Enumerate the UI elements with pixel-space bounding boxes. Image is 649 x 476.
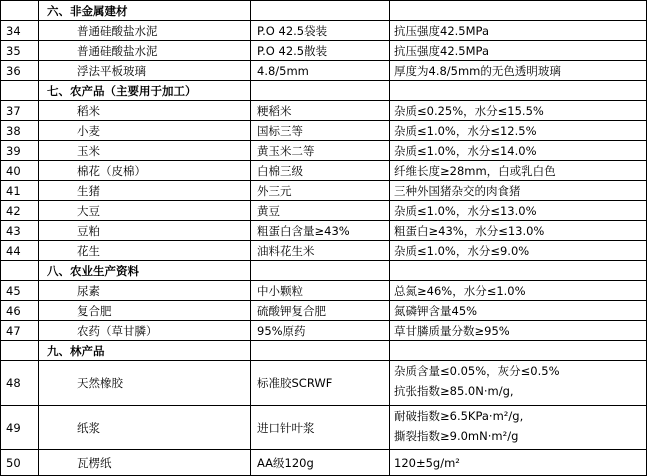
quality-standard-line: 撕裂指数≥9.0mN·m²/g <box>394 429 519 443</box>
quality-standard <box>390 161 647 181</box>
row-number: 40 <box>1 161 39 181</box>
row-number: 47 <box>1 321 39 341</box>
quality-standard-line: 抗张指数≥85.0N·m/g, <box>394 384 514 398</box>
table-row <box>1 301 647 321</box>
quality-standard <box>390 41 647 61</box>
product-spec: 国标三等 <box>251 121 390 141</box>
product-spec: P.O 42.5袋装 <box>251 21 390 41</box>
quality-standard-line: 抗压强度42.5MPa <box>394 23 489 38</box>
product-spec: 外三元 <box>251 181 390 201</box>
row-number-cell <box>1 261 39 281</box>
row-number: 46 <box>1 301 39 321</box>
product-spec: 粗蛋白含量≥43% <box>251 221 390 241</box>
table-row <box>1 21 647 41</box>
row-number: 43 <box>1 221 39 241</box>
category-row <box>1 261 647 281</box>
category-heading: 六、非金属建材 <box>39 1 251 21</box>
row-number: 41 <box>1 181 39 201</box>
spec-cell <box>251 261 390 281</box>
product-name: 瓦楞纸 <box>39 450 251 476</box>
quality-standard <box>390 450 647 476</box>
quality-standard <box>390 221 647 241</box>
spec-cell <box>251 81 390 101</box>
row-number: 44 <box>1 241 39 261</box>
quality-standard <box>390 361 647 406</box>
product-spec: 95%原药 <box>251 321 390 341</box>
product-name: 生猪 <box>39 181 251 201</box>
product-spec: 4.8/5mm <box>251 61 390 81</box>
product-name: 玉米 <box>39 141 251 161</box>
standard-cell <box>390 341 647 361</box>
row-number: 50 <box>1 450 39 476</box>
table-row <box>1 101 647 121</box>
table-row <box>1 61 647 81</box>
standard-cell <box>390 81 647 101</box>
table-row <box>1 361 647 406</box>
category-row <box>1 81 647 101</box>
product-name: 普通硅酸盐水泥 <box>39 21 251 41</box>
product-spec: AA级120g <box>251 450 390 476</box>
row-number-cell <box>1 1 39 21</box>
quality-standard-line: 粗蛋白≥43%，水分≤13.0% <box>394 223 545 238</box>
quality-standard-line: 三种外国猪杂交的肉食猪 <box>394 183 521 198</box>
table-row <box>1 201 647 221</box>
quality-standard-line: 杂质≤1.0%，水分≤12.5% <box>394 123 537 138</box>
category-heading: 八、农业生产资料 <box>39 261 251 281</box>
quality-standard-line: 120±5g/m² <box>394 455 460 470</box>
product-spec: 黄豆 <box>251 201 390 221</box>
spec-cell <box>251 1 390 21</box>
table-row <box>1 181 647 201</box>
quality-standard-line: 杂质≤0.25%，水分≤15.5% <box>394 103 544 118</box>
product-spec: 黄玉米二等 <box>251 141 390 161</box>
quality-standard-line: 总氮≥46%，水分≤1.0% <box>394 283 526 298</box>
category-heading: 九、林产品 <box>39 341 251 361</box>
quality-standard <box>390 61 647 81</box>
row-number: 42 <box>1 201 39 221</box>
product-name: 稻米 <box>39 101 251 121</box>
table-row <box>1 221 647 241</box>
row-number: 37 <box>1 101 39 121</box>
row-number: 49 <box>1 406 39 450</box>
product-name: 豆粕 <box>39 221 251 241</box>
product-spec: P.O 42.5散装 <box>251 41 390 61</box>
quality-standard <box>390 321 647 341</box>
product-name: 花生 <box>39 241 251 261</box>
quality-standard <box>390 241 647 261</box>
product-name: 尿素 <box>39 281 251 301</box>
product-name: 浮法平板玻璃 <box>39 61 251 81</box>
product-name: 棉花（皮棉） <box>39 161 251 181</box>
quality-standard <box>390 101 647 121</box>
table-row <box>1 141 647 161</box>
quality-standard-line: 厚度为4.8/5mm的无色透明玻璃 <box>394 63 561 78</box>
quality-standard-line: 纤维长度≥28mm，白或乳白色 <box>394 163 556 178</box>
category-row <box>1 1 647 21</box>
product-spec: 白棉三级 <box>251 161 390 181</box>
row-number: 48 <box>1 361 39 406</box>
table-row <box>1 121 647 141</box>
row-number: 36 <box>1 61 39 81</box>
quality-standard-line: 氮磷钾含量45% <box>394 303 478 318</box>
product-name: 天然橡胶 <box>39 361 251 406</box>
quality-standard <box>390 141 647 161</box>
category-row <box>1 341 647 361</box>
product-name: 小麦 <box>39 121 251 141</box>
quality-standard-line: 草甘膦质量分数≥95% <box>394 323 510 338</box>
product-spec: 中小颗粒 <box>251 281 390 301</box>
quality-standard <box>390 406 647 450</box>
product-spec: 油料花生米 <box>251 241 390 261</box>
quality-standard-line: 耐破指数≥6.5KPa·m²/g, <box>394 409 524 423</box>
product-spec: 硫酸钾复合肥 <box>251 301 390 321</box>
row-number: 39 <box>1 141 39 161</box>
table-row <box>1 406 647 450</box>
quality-standard <box>390 281 647 301</box>
standard-cell <box>390 261 647 281</box>
product-name: 复合肥 <box>39 301 251 321</box>
quality-standard <box>390 121 647 141</box>
product-name: 普通硅酸盐水泥 <box>39 41 251 61</box>
spec-cell <box>251 341 390 361</box>
row-number: 45 <box>1 281 39 301</box>
table-row <box>1 321 647 341</box>
product-name: 纸浆 <box>39 406 251 450</box>
table-row <box>1 450 647 476</box>
product-name: 农药（草甘膦） <box>39 321 251 341</box>
quality-standard <box>390 301 647 321</box>
row-number-cell <box>1 81 39 101</box>
quality-standard-line: 杂质含量≤0.05%，灰分≤0.5% <box>394 364 560 378</box>
row-number: 35 <box>1 41 39 61</box>
product-spec: 粳稻米 <box>251 101 390 121</box>
table-row <box>1 281 647 301</box>
product-spec: 进口针叶浆 <box>251 406 390 450</box>
quality-standard <box>390 181 647 201</box>
quality-standard-line: 杂质≤1.0%，水分≤9.0% <box>394 243 530 258</box>
quality-standard <box>390 201 647 221</box>
table-row <box>1 41 647 61</box>
category-heading: 七、农产品（主要用于加工） <box>39 81 251 101</box>
table-row <box>1 161 647 181</box>
quality-standard-line: 抗压强度42.5MPa <box>394 43 489 58</box>
product-spec: 标准胶SCRWF <box>251 361 390 406</box>
table-row <box>1 241 647 261</box>
standard-cell <box>390 1 647 21</box>
commodity-table-body <box>1 1 647 476</box>
row-number-cell <box>1 341 39 361</box>
row-number: 38 <box>1 121 39 141</box>
quality-standard-line: 杂质≤1.0%，水分≤14.0% <box>394 143 537 158</box>
quality-standard-line: 杂质≤1.0%，水分≤13.0% <box>394 203 537 218</box>
product-name: 大豆 <box>39 201 251 221</box>
row-number: 34 <box>1 21 39 41</box>
quality-standard <box>390 21 647 41</box>
